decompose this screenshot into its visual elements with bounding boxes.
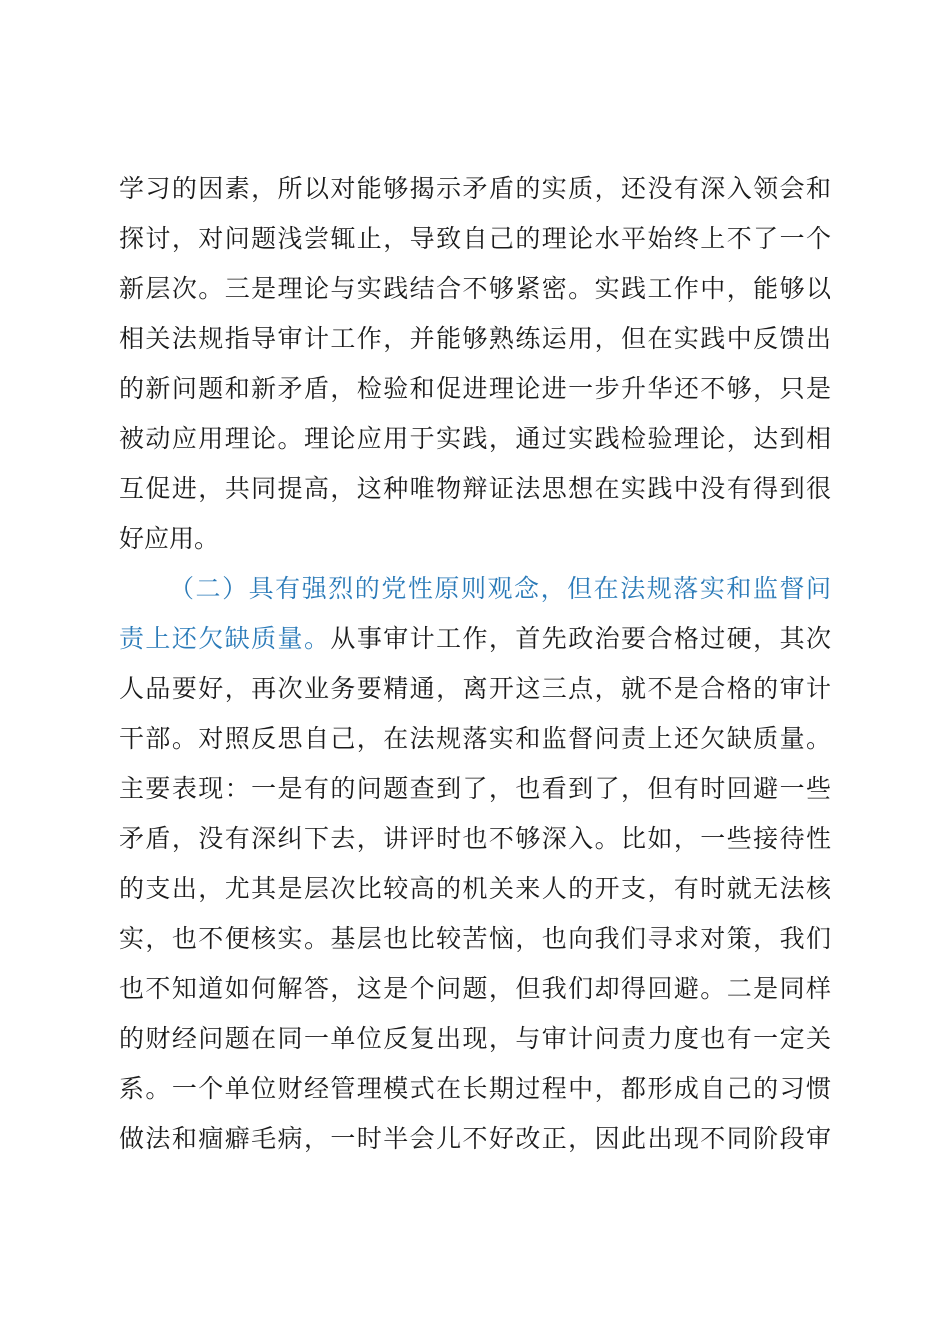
text-line: 干部。对照反思自己，在法规落实和监督问责上还欠缺质量。 <box>119 724 831 753</box>
text-line: 的支出，尤其是层次比较高的机关来人的开支，有时就无法核 <box>119 874 831 903</box>
text-line: 系。一个单位财经管理模式在长期过程中，都形成自己的习惯 <box>119 1074 831 1103</box>
section-heading-continued: 责上还欠缺质量。 <box>119 624 331 653</box>
text-line: 互促进，共同提高，这种唯物辩证法思想在实践中没有得到很 <box>119 474 831 503</box>
text-line: 的新问题和新矛盾，检验和促进理论进一步升华还不够，只是 <box>119 374 831 403</box>
text-span: 从事审计工作，首先政治要合格过硬，其次 <box>330 624 831 653</box>
text-line: 实，也不便核实。基层也比较苦恼，也向我们寻求对策，我们 <box>119 924 831 953</box>
text-line: 新层次。三是理论与实践结合不够紧密。实践工作中，能够以 <box>119 274 831 303</box>
body-text <box>119 164 831 1164</box>
text-line: 好应用。 <box>119 524 220 553</box>
text-line: 学习的因素，所以对能够揭示矛盾的实质，还没有深入领会和 <box>119 174 831 203</box>
text-line: 的财经问题在同一单位反复出现，与审计问责力度也有一定关 <box>119 1024 831 1053</box>
text-line: 主要表现：一是有的问题查到了，也看到了，但有时回避一些 <box>119 774 831 803</box>
text-line: 矛盾，没有深纠下去，讲评时也不够深入。比如，一些接待性 <box>119 824 831 853</box>
text-line: 也不知道如何解答，这是个问题，但我们却得回避。二是同样 <box>119 974 831 1003</box>
text-line: 做法和痼癖毛病，一时半会儿不好改正，因此出现不同阶段审 <box>119 1124 831 1153</box>
text-line: 被动应用理论。理论应用于实践，通过实践检验理论，达到相 <box>119 424 831 453</box>
text-line: 人品要好，再次业务要精通，离开这三点，就不是合格的审计 <box>119 674 831 703</box>
text-line: 探讨，对问题浅尝辄止，导致自己的理论水平始终上不了一个 <box>119 224 831 253</box>
text-line: 相关法规指导审计工作，并能够熟练运用，但在实践中反馈出 <box>119 324 831 353</box>
section-heading: （二）具有强烈的党性原则观念，但在法规落实和监督问 <box>169 574 831 603</box>
text-line <box>119 614 831 664</box>
